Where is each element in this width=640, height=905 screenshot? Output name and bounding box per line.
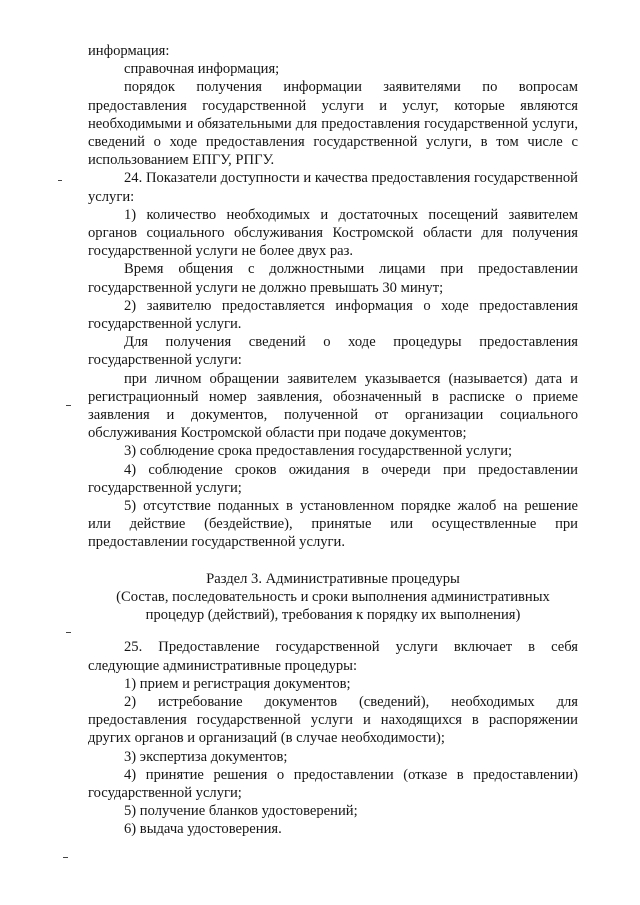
paragraph: Время общения с должностными лицами при предоставлении государственной услуги не должно превышать 30 минут; <box>88 261 578 296</box>
paragraph: 5) получение бланков удостоверений; <box>124 803 358 820</box>
paragraph: справочная информация; <box>124 61 280 78</box>
paragraph: 3) соблюдение срока предоставления государственной услуги; <box>124 443 513 460</box>
paragraph: Для получения сведений о ходе процедуры предоставления государственной услуги: <box>88 334 578 369</box>
document-body <box>88 42 578 839</box>
paragraph: 24. Показатели доступности и качества предоставления государственной услуги: <box>88 170 578 205</box>
paragraph: 2) истребование документов (сведений), необходимых для предоставления государственной услуги и находящихся в распоряжении других органов и организаций (в случае необходимости); <box>88 693 578 747</box>
scan-mark <box>63 857 68 858</box>
paragraph: информация: <box>88 43 170 59</box>
paragraph: 4) соблюдение сроков ожидания в очереди при предоставлении государственной услуги; <box>88 461 578 496</box>
paragraph: 1) количество необходимых и достаточных посещений заявителем органов социального обслуживания Костромской области для получения государственной услуги не более двух раз. <box>88 206 578 260</box>
paragraph: 5) отсутствие поданных в установленном порядке жалоб на решение или действие (бездействие), принятые или осуществленные при предоставлении государственной услуги. <box>88 498 578 551</box>
paragraph: при личном обращении заявителем указывается (называется) дата и регистрационный номер заявления, обозначенный в расписке о приеме заявления и документов, полученной от организации социального обслуживания Костромской области при подаче документов; <box>88 370 578 442</box>
paragraph: 25. Предоставление государственной услуги включает в себя следующие административные процедуры: <box>88 639 578 674</box>
scan-mark <box>58 180 62 181</box>
section-subtitle: (Состав, последовательность и сроки выполнения административных процедур (действий), требования к порядку их выполнения) <box>116 588 550 624</box>
paragraph: 4) принятие решения о предоставлении (отказе в предоставлении) государственной услуги; <box>88 766 578 801</box>
paragraph: 1) прием и регистрация документов; <box>124 675 351 692</box>
paragraph: 6) выдача удостоверения. <box>124 821 282 838</box>
paragraph: 2) заявителю предоставляется информация о ходе предоставления государственной услуги. <box>88 297 578 333</box>
scan-mark <box>66 632 71 633</box>
scan-mark <box>66 405 71 406</box>
paragraph: порядок получения информации заявителями по вопросам предоставления государственной услуги и услуг, которые являются необходимыми и обязательными для предоставления государственной услуги, сведений о ходе предоставления государственной услуги, в том числе с использованием ЕПГУ, РПГУ. <box>88 79 578 169</box>
paragraph: 3) экспертиза документов; <box>124 748 288 765</box>
section-title: Раздел 3. Административные процедуры <box>206 570 460 587</box>
